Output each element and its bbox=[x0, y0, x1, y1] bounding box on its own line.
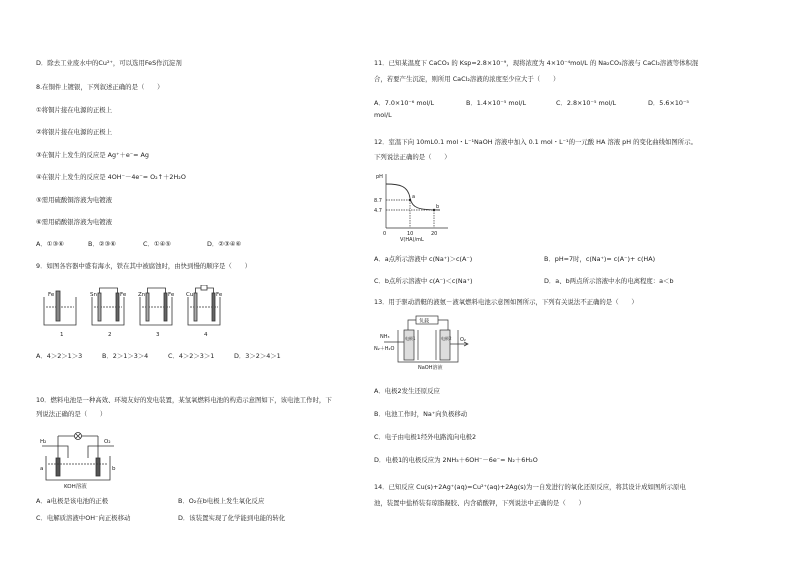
q8-item-5: ⑤需用硫酸铜溶液为电镀液 bbox=[36, 196, 113, 204]
q9-b4-num: 4 bbox=[204, 332, 208, 338]
q13-n2-label: N₂＋H₂O bbox=[374, 346, 395, 352]
q9-beakers-figure bbox=[40, 285, 240, 345]
q11-stem-line1: 11．已知某温度下 CaCO₃ 的 Ksp=2.8×10⁻⁹，现将浓度为 4×10⁻⁴mol/L 的 Na₂CO₃溶液与 CaCl₂溶液等体积混 bbox=[374, 59, 699, 67]
q9-b3-num: 3 bbox=[156, 332, 160, 338]
q9-b2-left-label: Sn bbox=[90, 292, 97, 298]
q13-option-d: D．电极1的电极反应为 2NH₃＋6OH⁻－6e⁻= N₂＋6H₂O bbox=[374, 456, 538, 464]
q12-point-a: a bbox=[412, 194, 416, 200]
q12-option-d: D．a、b两点所示溶液中水的电离程度：a＜b bbox=[544, 277, 674, 285]
q9-b1-left-label: Fe bbox=[48, 292, 55, 298]
q10-b-label: b bbox=[112, 466, 116, 472]
q10-h2-label: H₂ bbox=[40, 439, 47, 445]
q14-stem-line1: 14．已知反应 Cu(s)+2Ag⁺(aq)=Cu²⁺(aq)+2Ag(s)为一自发进行的氧化还原反应，将其设计成如图所示原电 bbox=[374, 483, 686, 491]
q13-load-label: 负载 bbox=[419, 318, 430, 325]
q12-x-tick-0: 0 bbox=[383, 231, 387, 237]
q12-stem-line1: 12．室温下向 10mL0.1 mol・L⁻¹NaOH 溶液中加入 0.1 mol・L⁻¹的一元酸 HA 溶液 pH 的变化曲线如图所示。 bbox=[374, 138, 697, 146]
q9-stem: 9．如图各容器中盛有海水，铁在其中被腐蚀时，由快到慢的顺序是（ ） bbox=[36, 262, 251, 270]
q9-b2-num: 2 bbox=[108, 332, 112, 338]
q9-b3-left-label: Zn bbox=[138, 292, 146, 298]
q12-point-b: b bbox=[436, 204, 440, 210]
q11-option-c: C．2.8×10⁻⁵ mol/L bbox=[556, 99, 617, 107]
q10-option-a: A．a电极是该电池的正极 bbox=[36, 497, 109, 505]
q12-x-tick-20: 20 bbox=[431, 231, 438, 237]
q12-x-tick-10: 10 bbox=[407, 231, 414, 237]
q8-option-c: C．①④⑤ bbox=[143, 240, 172, 248]
q9-option-b: B．2＞1＞3＞4 bbox=[102, 352, 149, 360]
q12-y-axis-label: pH bbox=[376, 174, 383, 180]
q9-option-c: C．4＞2＞3＞1 bbox=[168, 352, 215, 360]
q14-stem-line2: 池，装置中盐桥装有琼脂凝胶、内含硝酸钾，下列说法中正确的是（ ） bbox=[374, 499, 585, 507]
q8-item-4: ④在银片上发生的反应是 4OH⁻－4e⁻= O₂↑＋2H₂O bbox=[36, 173, 186, 181]
q13-nh3-cell-figure bbox=[374, 314, 474, 372]
q8-option-a: A．①③⑥ bbox=[36, 240, 64, 248]
q9-b2-right-label: Fe bbox=[120, 292, 127, 298]
q11-option-d-unit: mol/L bbox=[374, 111, 392, 119]
q13-nh3-label: NH₃ bbox=[380, 334, 390, 340]
q10-o2-label: O₂ bbox=[104, 439, 111, 445]
q9-b1-num: 1 bbox=[60, 332, 64, 338]
q12-y-tick-47: 4.7 bbox=[374, 208, 382, 214]
q12-x-axis-label: V(HA)/mL bbox=[400, 237, 424, 242]
q10-fuel-cell-figure bbox=[38, 428, 118, 490]
q12-option-b: B．pH=7时，c(Na⁺)= c(A⁻)+ c(HA) bbox=[544, 255, 656, 263]
q9-b3-right-label: Fe bbox=[168, 292, 175, 298]
q12-y-tick-87: 8.7 bbox=[374, 198, 382, 204]
q12-option-c: C．b点所示溶液中 c(A⁻)＜c(Na⁺) bbox=[374, 277, 473, 285]
q8-item-3: ③在铜片上发生的反应是 Ag⁺＋e⁻= Ag bbox=[36, 151, 149, 159]
q9-b4-right-label: Fe bbox=[216, 292, 223, 298]
q8-item-6: ⑥需用硝酸银溶液为电镀液 bbox=[36, 218, 113, 226]
q12-stem-line2: 下列说法正确的是（ ） bbox=[374, 153, 451, 161]
q11-option-b: B．1.4×10⁻⁵ mol/L bbox=[466, 99, 527, 107]
q13-option-a: A．电极2发生还原反应 bbox=[374, 387, 440, 395]
q13-option-c: C．电子由电极1经外电路流向电极2 bbox=[374, 433, 477, 441]
q12-ph-curve-figure bbox=[374, 170, 454, 242]
q7-option-d: D．除去工业废水中的Cu²⁺，可以选用FeS作沉淀剂 bbox=[36, 59, 182, 67]
q13-solution-label: NaOH溶液 bbox=[418, 365, 443, 371]
q8-stem: 8.在铜件上镀银，下列叙述正确的是（ ） bbox=[36, 83, 164, 91]
q12-option-a: A．a点所示溶液中 c(Na⁺)＞c(A⁻) bbox=[374, 255, 473, 263]
q13-stem: 13．用于驱动潜艇的液氨－液氧燃料电池示意图如图所示，下列有关说法不正确的是（ ） bbox=[374, 298, 638, 306]
q10-option-b: B．O₂在b电极上发生氧化反应 bbox=[178, 497, 265, 505]
q10-option-d: D．该装置实现了化学能到电能的转化 bbox=[178, 514, 286, 522]
q8-item-1: ①将铜片接在电源的正极上 bbox=[36, 106, 113, 114]
q10-stem-line1: 10．燃料电池是一种高效、环境友好的发电装置，某氢氧燃料电池的构造示意图如下，该电池工作时，下 bbox=[36, 396, 332, 404]
q13-electrode2-label: 电极2 bbox=[441, 336, 452, 341]
q11-stem-line2: 合，若要产生沉淀，则所用 CaCl₂溶液的浓度至少应大于（ ） bbox=[374, 75, 560, 83]
q10-stem-line2: 列说法正确的是（ ） bbox=[36, 410, 107, 418]
q11-option-d: D．5.6×10⁻⁵ bbox=[648, 99, 689, 107]
q8-option-d: D．②③④⑥ bbox=[207, 240, 242, 248]
q9-b4-left-label: Cu bbox=[186, 292, 194, 298]
q9-option-d: D．3＞2＞4＞1 bbox=[234, 352, 281, 360]
q13-option-b: B．电池工作时，Na⁺向负极移动 bbox=[374, 410, 468, 418]
q11-option-a: A．7.0×10⁻⁶ mol/L bbox=[374, 99, 435, 107]
q10-solution-label: KOH溶液 bbox=[64, 484, 87, 490]
q13-electrode1-label: 电极1 bbox=[405, 336, 416, 341]
q10-a-label: a bbox=[40, 466, 44, 472]
q10-option-c: C．电解质溶液中OH⁻向正极移动 bbox=[36, 514, 131, 522]
q9-option-a: A．4＞2＞1＞3 bbox=[36, 352, 83, 360]
q8-option-b: B．②③⑥ bbox=[88, 240, 116, 248]
q13-o2-label: O₂ bbox=[460, 337, 466, 343]
q8-item-2: ②将银片接在电源的正极上 bbox=[36, 128, 113, 136]
